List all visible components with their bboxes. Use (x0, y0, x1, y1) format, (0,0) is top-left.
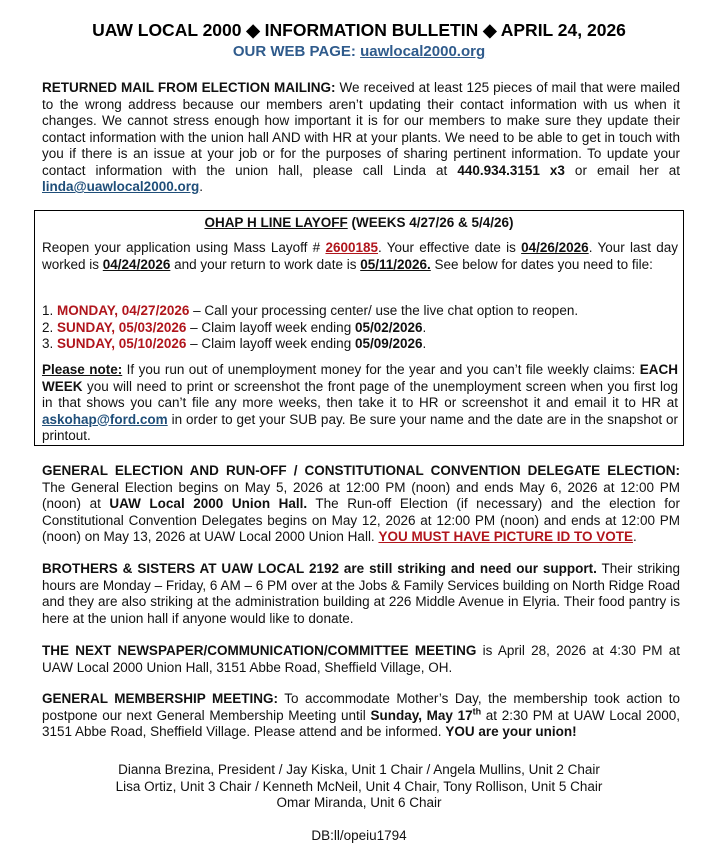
filing-step (42, 336, 678, 353)
strike-body: Their striking hours are Monday – Friday, 6 AM – 6 PM over at the Jobs & Family Services building on North Ridge Road and they are also striking at the administration building at 226 Middle Avenue in Elyria. Their food pantry is here at the union hall if anyone would like to donate. (42, 561, 680, 626)
election-location: UAW Local 2000 Union Hall. (109, 496, 308, 511)
filing-step (42, 320, 678, 337)
newspaper-meeting-section (42, 643, 680, 676)
election-section (42, 463, 680, 546)
step-text: – Call your processing center/ use the live chat option to reopen. (189, 303, 579, 318)
step-number: 3. (42, 336, 58, 351)
mass-layoff-number: 2600185 (325, 240, 378, 255)
step-week-ending: 05/02/2026 (354, 319, 423, 335)
newspaper-meeting-heading: THE NEXT NEWSPAPER/COMMUNICATION/COMMITTEE MEETING (42, 643, 477, 658)
please-note-label: Please note: (42, 362, 123, 377)
ohap-layoff-box (34, 210, 684, 446)
picture-id-warning: YOU MUST HAVE PICTURE ID TO VOTE (378, 529, 633, 544)
note-text: If you run out of unemployment money for the year and you can’t file weekly claims: (122, 362, 640, 377)
strike-support-section (42, 561, 680, 627)
officer-line: Lisa Ortiz, Unit 3 Chair / Kenneth McNeil, Unit 4 Chair, Tony Rollison, Unit 5 Chair (115, 778, 603, 794)
step-day: SUNDAY, 05/10/2026 (57, 336, 187, 351)
officer-line: Dianna Brezina, President / Jay Kiska, Unit 1 Chair / Angela Mullins, Unit 2 Chair (118, 762, 600, 777)
election-end: . (632, 529, 637, 544)
ohap-text: . Your effective date is (378, 240, 522, 255)
ohap-text: See below for dates you need to file: (430, 256, 653, 272)
each-week-emphasis: EACH WEEK (42, 362, 679, 394)
newspaper-meeting-body: is April 28, 2026 at 4:30 PM at UAW Local 2000 Union Hall, 3151 Abbe Road, Sheffield Village, OH. (42, 643, 681, 675)
returned-mail-section (42, 80, 680, 196)
step-end: . (422, 336, 427, 351)
membership-meeting-heading: GENERAL MEMBERSHIP MEETING: (42, 691, 279, 706)
membership-meeting-section (42, 691, 680, 741)
officer-line: Omar Miranda, Unit 6 Chair (276, 795, 442, 810)
returned-mail-body: We received at least 125 pieces of mail that were mailed to the wrong address because our members aren’t updating their contact information with us when it changes. We cannot stress enough how important it is for our members to make sure they update their contact information with the union hall AND with HR at your plants. We need to be able to get in touch with you if there is an issue at your job or for the purposes of sharing pertinent information. To update your contact information with the union hall, please call Linda at (42, 80, 681, 178)
election-text: The General Election begins on May 5, 2026 at 12:00 PM (noon) and ends May 6, 2026 at 12:00 PM (noon) at (42, 479, 680, 511)
ohap-instructions (42, 240, 678, 273)
ohap-title-weeks: (WEEKS 4/27/26 & 5/4/26) (347, 215, 514, 230)
linda-email-link[interactable]: linda@uawlocal2000.org (42, 179, 200, 194)
returned-mail-end: . (199, 179, 203, 194)
note-text: you will need to print or screenshot the front page of the unemployment screen when you first log in that shows you can’t file any more weeks, then take it to HR or screenshot it and email it to HR at (42, 378, 678, 410)
ohap-text: Reopen your application using Mass Layoff # (42, 240, 326, 255)
election-text: The Run-off Election (if necessary) and the election for Constitutional Convention Delegates begins on May 12, 2026 at 12:00 PM (noon) and ends at 12:00 PM (noon) on May 13, 2026 at UAW Local 2000 Union Hall. (42, 496, 680, 544)
step-text: – Claim layoff week ending (186, 319, 355, 335)
bulletin-title: UAW LOCAL 2000 ◆ INFORMATION BULLETIN ◆ APRIL 24, 2026 (92, 20, 626, 40)
membership-meeting-text: at 2:30 PM at UAW Local 2000, 3151 Abbe Road, Sheffield Village. Please attend and be informed. (42, 707, 680, 739)
officers-list (0, 762, 718, 812)
web-page-line (0, 43, 718, 60)
contact-phone: 440.934.3151 x3 (457, 162, 565, 178)
closing-slogan: YOU are your union! (445, 724, 577, 739)
membership-meeting-text: To accommodate Mother’s Day, the membership took action to postpone our next General Membership Meeting until (42, 691, 680, 723)
step-number: 2. (42, 319, 58, 335)
ohap-text: and your return to work date is (170, 256, 361, 272)
meeting-date-text: Sunday, May 17 (370, 707, 473, 723)
step-day: SUNDAY, 05/03/2026 (57, 319, 187, 335)
web-page-label: OUR WEB PAGE: (232, 43, 361, 60)
ohap-title-main: OHAP H LINE LAYOFF (204, 215, 348, 230)
note-text: in order to get your SUB pay. Be sure your name and the date are in the snapshot or printout. (42, 411, 678, 443)
effective-date: 04/26/2026 (521, 240, 589, 255)
please-note-section (42, 362, 678, 445)
returned-mail-heading: RETURNED MAIL FROM ELECTION MAILING: (42, 80, 336, 95)
returned-mail-mid: or email her at (564, 162, 680, 178)
step-day: MONDAY, 04/27/2026 (57, 303, 190, 318)
filing-steps-list (42, 303, 678, 353)
meeting-date-suffix: th (472, 706, 482, 716)
step-number: 1. (42, 303, 58, 318)
step-end: . (422, 319, 427, 335)
filing-step (42, 303, 678, 320)
return-to-work-date: 05/11/2026. (360, 256, 431, 272)
last-day-worked: 04/24/2026 (102, 256, 171, 272)
election-heading: GENERAL ELECTION AND RUN-OFF / CONSTITUTIONAL CONVENTION DELEGATE ELECTION: (42, 463, 680, 478)
askohap-email-link[interactable]: askohap@ford.com (42, 411, 168, 427)
ohap-title (35, 215, 683, 230)
web-page-link[interactable]: uawlocal2000.org (360, 43, 486, 60)
membership-meeting-date (370, 708, 481, 723)
footer-code: DB:ll/opeiu1794 (311, 828, 407, 843)
ohap-text: . Your last day worked is (42, 240, 679, 272)
strike-heading: BROTHERS & SISTERS AT UAW LOCAL 2192 are still striking and need our support. (42, 561, 597, 576)
step-text: – Claim layoff week ending (186, 336, 355, 351)
step-week-ending: 05/09/2026 (354, 336, 423, 351)
